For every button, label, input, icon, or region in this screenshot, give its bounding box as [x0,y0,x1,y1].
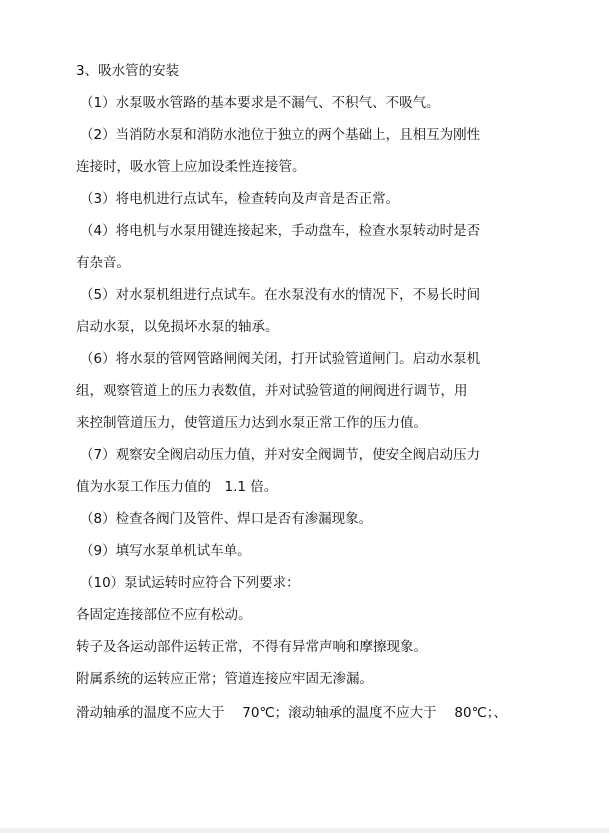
text-line-5: （4）将电机与水泵用键连接起来，手动盘车，检查水泵转动时是否 [80,223,481,239]
text-line-8: 启动水泵，以免损坏水泵的轴承。 [76,319,279,335]
text-line-17: 各固定连接部位不应有松动。 [76,607,252,623]
text-line-18: 转子及各运动部件运转正常，不得有异常声响和摩擦现象。 [76,639,427,655]
section-heading: 3、吸水管的安装 [76,63,180,79]
text-line-15: （9）填写水泵单机试车单。 [80,543,251,559]
text-line-11: 来控制管道压力，使管道压力达到水泵正常工作的压力值。 [76,415,427,431]
text-line-9: （6）将水泵的管网管路闸阀关闭，打开试验管道闸门。启动水泵机 [80,351,481,367]
text-line-13: 值为水泵工作压力值的 1.1 倍。 [76,479,278,495]
text-line-2: （2）当消防水泵和消防水池位于独立的两个基础上，且相互为刚性 [80,127,481,143]
text-line-10: 组，观察管道上的压力表数值，并对试验管道的闸阀进行调节，用 [76,383,468,399]
text-line-1: （1）水泵吸水管路的基本要求是不漏气、不积气、不吸气。 [80,95,440,111]
text-line-19: 附属系统的运转应正常；管道连接应牢固无渗漏。 [76,671,373,687]
text-line-6: 有杂音。 [76,255,130,271]
text-line-4: （3）将电机进行点试车，检查转向及声音是否正常。 [80,191,400,207]
text-line-16: （10）泵试运转时应符合下列要求： [80,575,300,591]
text-line-14: （8）检查各阀门及管件、焊口是否有渗漏现象。 [80,511,373,527]
text-line-7: （5）对水泵机组进行点试车。在水泵没有水的情况下，不易长时间 [80,287,481,303]
text-line-12: （7）观察安全阀启动压力值，并对安全阀调节，使安全阀启动压力 [80,447,481,463]
text-line-3: 连接时，吸水管上应加设柔性连接管。 [76,159,306,175]
text-line-20: 滑动轴承的温度不应大于 70℃；滚动轴承的温度不应大于 80℃；、 [76,705,508,721]
